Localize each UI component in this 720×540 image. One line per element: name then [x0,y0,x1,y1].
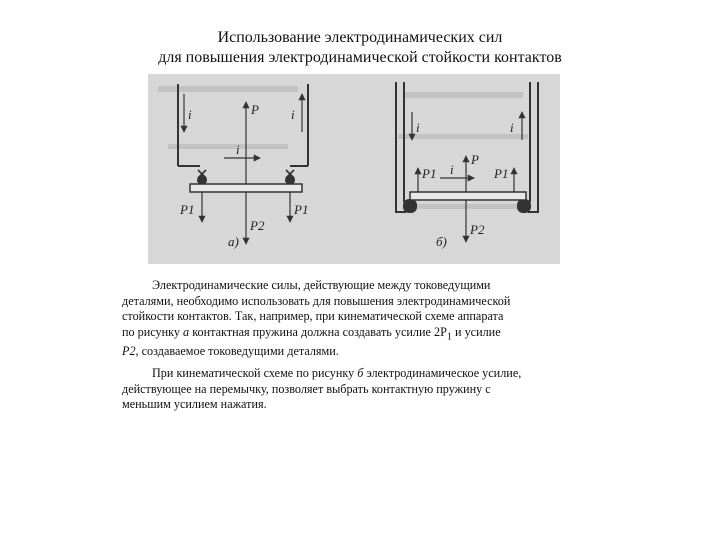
contact-schemes-figure [148,74,560,264]
label-force-p1-b-left: P1 [422,166,437,181]
slide-title-line-2: для повышения электродинамической стойкости контактов [158,49,562,66]
label-force-p1-a-right: P1 [294,202,309,217]
label-current-b-right: i [510,120,514,135]
label-force-p1-b-right: P1 [494,166,509,181]
label-force-p-a: P [251,102,259,117]
label-current-a-left: i [188,107,192,122]
p1-line-1: Электродинамические силы, действующие между токоведущими [152,278,491,292]
label-force-p-b: P [471,152,479,167]
label-force-p1-a-left: P1 [180,202,195,217]
label-current-b-left: i [416,120,420,135]
label-force-p2-b: P2 [470,222,485,237]
slide-title-line-1: Использование электродинамических сил [217,29,503,46]
label-current-a-bridge: i [236,142,240,157]
label-panel-a: а) [228,234,239,249]
paragraph-1 [122,278,622,360]
p1-line-2: деталями, необходимо использовать для повышения электродинамической [122,293,511,308]
p2-line-3: меньшим усилием нажатия. [122,397,267,411]
p1-line-4: по рисунку а контактная пружина должна создавать усилие $2P_1$ и усилие [122,324,501,342]
paragraph-2 [122,366,622,413]
label-force-p2-a: P2 [250,218,265,233]
label-current-b-bridge: i [450,162,454,177]
p1-line-3: стойкости контактов. Так, например, при кинематической схеме аппарата [122,309,504,323]
p1-line-5: P2, создаваемое токоведущими деталями. [122,344,339,359]
label-current-a-right: i [291,107,295,122]
p2-line-2: действующее на перемычку, позволяет выбрать контактную пружину с [122,381,491,396]
label-panel-b: б) [436,234,447,249]
p2-line-1: При кинематической схеме по рисунку б электродинамическое усилие, [152,366,522,380]
